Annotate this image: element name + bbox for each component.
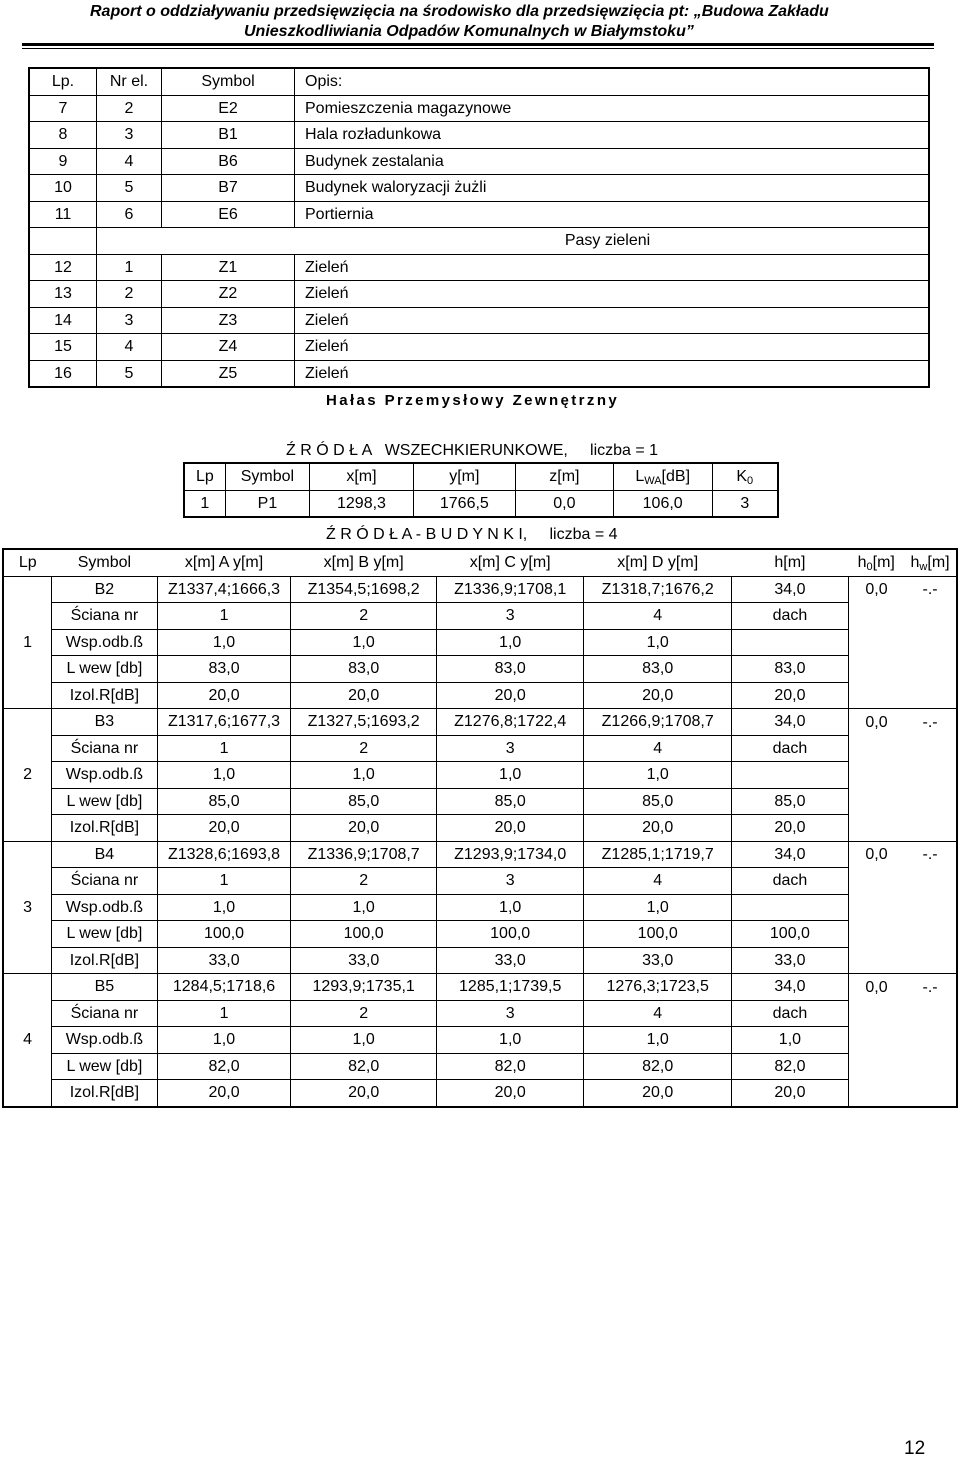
table-cell: x[m] B y[m]: [291, 549, 437, 576]
table-cell: 1285,1;1739,5: [436, 974, 584, 1001]
table-cell: x[m] C y[m]: [436, 549, 584, 576]
table-row: [29, 201, 929, 228]
building-sub-row: [3, 1053, 957, 1080]
table-cell: [848, 1080, 904, 1107]
building-sub-row: [3, 921, 957, 948]
table-cell: [848, 682, 904, 709]
table-cell: [848, 788, 904, 815]
table-cell: 1,0: [436, 894, 584, 921]
table-cell: $h_w[m]$: [904, 549, 957, 576]
table-cell: 20,0: [731, 1080, 848, 1107]
group-row: [29, 228, 929, 255]
table-cell: B7: [162, 175, 295, 202]
table-header-row: [184, 463, 778, 490]
building-sources-caption: Ź R Ó D Ł A - B U D Y N K I, liczba = 4: [326, 526, 618, 543]
table-cell: 12: [29, 254, 97, 281]
table-cell: 33,0: [584, 947, 732, 974]
table-cell: [904, 815, 957, 842]
table-cell: [904, 682, 957, 709]
table-cell: x[m] D y[m]: [584, 549, 732, 576]
table-cell: 2: [291, 735, 437, 762]
table-cell: [904, 1053, 957, 1080]
table-cell: 106,0: [613, 490, 712, 517]
table-cell: 5: [97, 175, 162, 202]
table-cell: [848, 1000, 904, 1027]
building-sub-row: [3, 947, 957, 974]
table-cell: z[m]: [515, 463, 613, 490]
table-cell: y[m]: [413, 463, 515, 490]
table-cell: 1,0: [436, 629, 584, 656]
table-cell: 8: [29, 122, 97, 149]
table-cell: 10: [29, 175, 97, 202]
table-cell: 3: [436, 735, 584, 762]
table-cell: E2: [162, 95, 295, 122]
table-cell: 0,0: [848, 576, 904, 603]
table-cell: [848, 947, 904, 974]
table-cell: P1: [225, 490, 309, 517]
table-cell: 1,0: [157, 894, 291, 921]
header-line-1: Raport o oddziaływaniu przedsięwzięcia na środowisko dla przedsięwzięcia pt: „Budowa Zakładu: [90, 3, 829, 20]
building-sub-row: [3, 1027, 957, 1054]
table-cell: Zieleń: [295, 307, 930, 334]
building-sub-row: [3, 788, 957, 815]
building-sources-table: [2, 548, 958, 1108]
table-cell: [731, 762, 848, 789]
table-cell: 82,0: [584, 1053, 732, 1080]
omni-sources-caption: Ź R Ó D Ł A WSZECHKIERUNKOWE, liczba = 1: [286, 442, 659, 459]
table-cell: [731, 894, 848, 921]
group-label: Pasy zieleni: [97, 228, 930, 255]
table-cell: 1276,3;1723,5: [584, 974, 732, 1001]
table-cell: 34,0: [731, 709, 848, 736]
building-sub-row: [3, 629, 957, 656]
table-cell: 82,0: [157, 1053, 291, 1080]
table-cell: Zieleń: [295, 334, 930, 361]
table-row: [29, 122, 929, 149]
table-cell: 2: [291, 1000, 437, 1027]
table-cell: 85,0: [291, 788, 437, 815]
table-cell: 83,0: [436, 656, 584, 683]
table-cell: Zieleń: [295, 281, 930, 308]
table-cell: 20,0: [157, 682, 291, 709]
table-cell: Symbol: [52, 549, 158, 576]
building-sub-row: [3, 815, 957, 842]
table-cell: 85,0: [584, 788, 732, 815]
table-cell: 14: [29, 307, 97, 334]
table-cell: 3: [436, 603, 584, 630]
table-cell: Z3: [162, 307, 295, 334]
table-cell: Z1293,9;1734,0: [436, 841, 584, 868]
table-header-row: [29, 68, 929, 95]
table-cell: Budynek waloryzacji żużli: [295, 175, 930, 202]
table-cell: Lp.: [29, 68, 97, 95]
table-cell: 100,0: [436, 921, 584, 948]
table-cell: [904, 868, 957, 895]
table-cell: [904, 1000, 957, 1027]
table-cell: 2: [97, 281, 162, 308]
table-cell: [904, 603, 957, 630]
table-cell: [848, 735, 904, 762]
table-cell: Z1337,4;1666,3: [157, 576, 291, 603]
row-label: Ściana nr: [52, 868, 158, 895]
row-label: L wew [db]: [52, 921, 158, 948]
table-cell: 11: [29, 201, 97, 228]
table-cell: $L_{WA}[dB]$: [613, 463, 712, 490]
table-cell: [848, 868, 904, 895]
row-label: Izol.R[dB]: [52, 682, 158, 709]
table-cell: 1: [157, 1000, 291, 1027]
table-cell: E6: [162, 201, 295, 228]
table-cell: [848, 1053, 904, 1080]
table-cell: 83,0: [157, 656, 291, 683]
table-row: [29, 281, 929, 308]
table-cell: [904, 735, 957, 762]
table-cell: 82,0: [731, 1053, 848, 1080]
table-cell: Z1354,5;1698,2: [291, 576, 437, 603]
table-cell: dach: [731, 735, 848, 762]
table-cell: [848, 894, 904, 921]
table-cell: 1293,9;1735,1: [291, 974, 437, 1001]
table-cell: 2: [97, 95, 162, 122]
table-cell: Z1276,8;1722,4: [436, 709, 584, 736]
table-row: [29, 148, 929, 175]
page-number: 12: [904, 1438, 926, 1459]
table-cell: 20,0: [436, 682, 584, 709]
table-cell: 4: [584, 735, 732, 762]
table-cell: 1,0: [731, 1027, 848, 1054]
table-cell: B2: [52, 576, 158, 603]
building-sub-row: [3, 894, 957, 921]
header-rule-thick: [22, 43, 934, 46]
building-row: [3, 974, 957, 1001]
table-cell: 1,0: [584, 1027, 732, 1054]
table-cell: 1,0: [157, 762, 291, 789]
table-cell: 83,0: [291, 656, 437, 683]
row-label: Izol.R[dB]: [52, 947, 158, 974]
table-cell: Z1285,1;1719,7: [584, 841, 732, 868]
table-cell: -.-: [904, 576, 957, 603]
table-cell: 20,0: [584, 1080, 732, 1107]
table-cell: 1,0: [436, 762, 584, 789]
table-cell: Symbol: [225, 463, 309, 490]
table-cell: 100,0: [731, 921, 848, 948]
table-cell: Z4: [162, 334, 295, 361]
building-row: [3, 841, 957, 868]
table-cell: [904, 1080, 957, 1107]
table-cell: B3: [52, 709, 158, 736]
table-cell: 85,0: [436, 788, 584, 815]
table-cell: 3: [97, 122, 162, 149]
table-cell: x[m] A y[m]: [157, 549, 291, 576]
building-sub-row: [3, 656, 957, 683]
table-cell: dach: [731, 868, 848, 895]
table-cell: 16: [29, 360, 97, 387]
table-cell: Zieleń: [295, 254, 930, 281]
table-cell: 20,0: [436, 1080, 584, 1107]
table-cell: 13: [29, 281, 97, 308]
table-cell: 0,0: [515, 490, 613, 517]
table-row: [29, 360, 929, 387]
table-row: [29, 334, 929, 361]
table-cell: 34,0: [731, 576, 848, 603]
table-cell: -.-: [904, 709, 957, 736]
table-cell: 20,0: [157, 1080, 291, 1107]
row-label: Ściana nr: [52, 1000, 158, 1027]
table-cell: 100,0: [584, 921, 732, 948]
table-row: [184, 490, 778, 517]
table-cell: 1,0: [291, 1027, 437, 1054]
table-cell: [904, 894, 957, 921]
table-cell: 85,0: [731, 788, 848, 815]
table-row: [29, 95, 929, 122]
table-cell: 1,0: [157, 629, 291, 656]
table-cell: 4: [584, 603, 732, 630]
table-cell: Pomieszczenia magazynowe: [295, 95, 930, 122]
table-cell: 0,0: [848, 974, 904, 1001]
table-cell: Budynek zestalania: [295, 148, 930, 175]
building-sub-row: [3, 762, 957, 789]
table-cell: 20,0: [291, 815, 437, 842]
table-cell: 0,0: [848, 841, 904, 868]
table-cell: 34,0: [731, 974, 848, 1001]
table-cell: 85,0: [157, 788, 291, 815]
table-cell: 3: [3, 841, 52, 974]
building-row: [3, 709, 957, 736]
table-cell: 15: [29, 334, 97, 361]
table-cell: $h_0[m]$: [848, 549, 904, 576]
table-cell: 4: [3, 974, 52, 1107]
row-label: L wew [db]: [52, 788, 158, 815]
table-cell: 2: [291, 603, 437, 630]
table-cell: 1,0: [291, 894, 437, 921]
table-cell: [731, 629, 848, 656]
table-cell: 1,0: [291, 762, 437, 789]
table-cell: Z1336,9;1708,1: [436, 576, 584, 603]
table-cell: [848, 1027, 904, 1054]
table-cell: 4: [97, 148, 162, 175]
table-cell: Z1327,5;1693,2: [291, 709, 437, 736]
table-cell: B1: [162, 122, 295, 149]
building-row: [3, 576, 957, 603]
table-cell: 100,0: [291, 921, 437, 948]
objects-table: [28, 67, 930, 388]
table-cell: Symbol: [162, 68, 295, 95]
omni-sources-table: [183, 462, 779, 518]
table-cell: dach: [731, 1000, 848, 1027]
row-label: Izol.R[dB]: [52, 815, 158, 842]
table-cell: 83,0: [731, 656, 848, 683]
table-cell: [848, 762, 904, 789]
table-cell: Z1317,6;1677,3: [157, 709, 291, 736]
table-cell: Z1328,6;1693,8: [157, 841, 291, 868]
table-cell: 3: [436, 1000, 584, 1027]
table-cell: 1: [157, 603, 291, 630]
table-row: [29, 307, 929, 334]
table-cell: 34,0: [731, 841, 848, 868]
table-cell: -.-: [904, 841, 957, 868]
table-cell: 5: [97, 360, 162, 387]
table-cell: Z1318,7;1676,2: [584, 576, 732, 603]
table-cell: dach: [731, 603, 848, 630]
table-cell: Portiernia: [295, 201, 930, 228]
table-cell: Hala rozładunkowa: [295, 122, 930, 149]
row-label: Wsp.odb.ß: [52, 629, 158, 656]
table-cell: 20,0: [291, 1080, 437, 1107]
table-cell: 3: [436, 868, 584, 895]
table-header-row: [3, 549, 957, 576]
table-cell: [848, 815, 904, 842]
table-cell: 100,0: [157, 921, 291, 948]
table-cell: Lp: [184, 463, 225, 490]
table-cell: 2: [291, 868, 437, 895]
table-cell: Nr el.: [97, 68, 162, 95]
header-rule-thin: [22, 48, 934, 49]
header-line-2: Unieszkodliwiania Odpadów Komunalnych w Białymstoku”: [244, 23, 694, 40]
table-cell: 1: [157, 868, 291, 895]
row-label: L wew [db]: [52, 1053, 158, 1080]
building-sub-row: [3, 735, 957, 762]
table-cell: 20,0: [731, 815, 848, 842]
table-cell: [904, 1027, 957, 1054]
table-cell: 82,0: [436, 1053, 584, 1080]
table-cell: 1: [184, 490, 225, 517]
table-cell: B6: [162, 148, 295, 175]
building-sub-row: [3, 682, 957, 709]
table-cell: 1,0: [584, 762, 732, 789]
row-label: L wew [db]: [52, 656, 158, 683]
table-cell: [904, 947, 957, 974]
table-cell: 7: [29, 95, 97, 122]
table-cell: 1: [157, 735, 291, 762]
table-cell: 83,0: [584, 656, 732, 683]
table-cell: 82,0: [291, 1053, 437, 1080]
table-cell: 1298,3: [310, 490, 414, 517]
table-row: [29, 254, 929, 281]
table-cell: 1766,5: [413, 490, 515, 517]
table-cell: [904, 788, 957, 815]
building-sub-row: [3, 603, 957, 630]
table-cell: 1284,5;1718,6: [157, 974, 291, 1001]
row-label: Wsp.odb.ß: [52, 1027, 158, 1054]
table-cell: 20,0: [584, 815, 732, 842]
table-cell: 33,0: [731, 947, 848, 974]
table-cell: Z1: [162, 254, 295, 281]
table-cell: 1,0: [291, 629, 437, 656]
row-label: Izol.R[dB]: [52, 1080, 158, 1107]
table-cell: 2: [3, 709, 52, 842]
table-cell: 1: [97, 254, 162, 281]
table-cell: 6: [97, 201, 162, 228]
table-cell: [848, 629, 904, 656]
table-cell: 20,0: [291, 682, 437, 709]
building-sub-row: [3, 1080, 957, 1107]
table-cell: 3: [97, 307, 162, 334]
table-cell: 4: [584, 1000, 732, 1027]
building-sub-row: [3, 1000, 957, 1027]
table-cell: 20,0: [731, 682, 848, 709]
table-cell: [904, 762, 957, 789]
table-cell: [848, 656, 904, 683]
table-cell: 4: [584, 868, 732, 895]
table-cell: Z1266,9;1708,7: [584, 709, 732, 736]
table-cell: 1,0: [584, 894, 732, 921]
table-cell: Opis:: [295, 68, 930, 95]
row-label: Wsp.odb.ß: [52, 762, 158, 789]
table-cell: Z1336,9;1708,7: [291, 841, 437, 868]
table-cell: [904, 921, 957, 948]
table-cell: 0,0: [848, 709, 904, 736]
table-cell: Zieleń: [295, 360, 930, 387]
table-cell: 20,0: [157, 815, 291, 842]
table-cell: 33,0: [291, 947, 437, 974]
table-cell: Z2: [162, 281, 295, 308]
table-cell: 20,0: [584, 682, 732, 709]
table-cell: 1: [3, 576, 52, 709]
row-label: Wsp.odb.ß: [52, 894, 158, 921]
table-cell: 9: [29, 148, 97, 175]
row-label: Ściana nr: [52, 735, 158, 762]
building-sub-row: [3, 868, 957, 895]
table-cell: [848, 603, 904, 630]
table-cell: 3: [712, 490, 778, 517]
table-cell: [904, 656, 957, 683]
table-cell: 1,0: [157, 1027, 291, 1054]
table-cell: -.-: [904, 974, 957, 1001]
table-cell: Z5: [162, 360, 295, 387]
table-cell: x[m]: [310, 463, 414, 490]
table-cell: [904, 629, 957, 656]
table-cell: 33,0: [436, 947, 584, 974]
row-label: Ściana nr: [52, 603, 158, 630]
table-cell: 4: [97, 334, 162, 361]
table-cell: B5: [52, 974, 158, 1001]
table-cell: 1,0: [584, 629, 732, 656]
table-cell: B4: [52, 841, 158, 868]
table-cell: h[m]: [731, 549, 848, 576]
table-cell: 1,0: [436, 1027, 584, 1054]
table-cell: 33,0: [157, 947, 291, 974]
table-row: [29, 175, 929, 202]
table-cell: [29, 228, 97, 255]
table-cell: 20,0: [436, 815, 584, 842]
table-cell: Lp: [3, 549, 52, 576]
table-cell: $K_0$: [712, 463, 778, 490]
table-cell: [848, 921, 904, 948]
